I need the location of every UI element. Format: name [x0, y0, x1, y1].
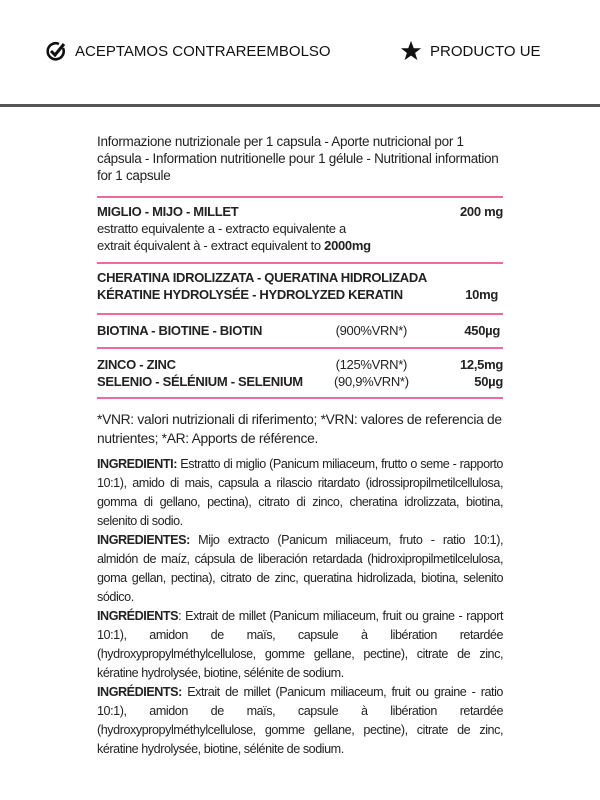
cod-label: ACEPTAMOS CONTRAREEMBOLSO — [75, 42, 331, 60]
row-amount: 450µg — [464, 323, 500, 338]
row-vrn: (900%VRN*) — [335, 323, 407, 338]
row-name: MIGLIO - MIJO - MILLET — [97, 204, 239, 219]
row-name: KÉRATINE HYDROLYSÉE - HYDROLYZED KERATIN — [97, 287, 403, 302]
row-name: SELENIO - SÉLÉNIUM - SELENIUM — [97, 374, 303, 389]
row-sub: extrait équivalent à - extract equivalent to — [97, 238, 325, 253]
check-circle-icon — [45, 40, 67, 62]
ingredients-text: Extrait de millet (Panicum miliaceum, fruit ou graine - ratio 10:1), amidon de maïs, capsule à libération retardée (hydroxypropylméthylcellulose, gomme gellane, pectine), citrate de zinc, kératine hydrolysée, biotine, sélénite de sodium. — [97, 685, 503, 756]
nutrition-intro: Informazione nutrizionale per 1 capsula - Aporte nutricional por 1 cápsula - Information nutritionelle pour 1 gélule - Nutritional information for 1 capsule — [97, 134, 499, 183]
ingredients-fr — [97, 607, 503, 683]
row-name: CHERATINA IDROLIZZATA - QUERATINA HIDROLIZADA — [97, 270, 427, 285]
ingredients-title: INGRÉDIENTS: — [97, 685, 182, 699]
ingredients-title: INGREDIENTES: — [97, 533, 190, 547]
row-keratin — [97, 269, 503, 309]
ingredients-text: Mijo extracto (Panicum miliaceum, fruto - ratio 10:1), almidón de maíz, cápsula de liberación retardada (hidroxipropilmetilcelulosa, goma gellan, pectina), citrato de zinc, queratina hidrolizada, biotina, selenito sódico. — [97, 533, 503, 604]
divider — [97, 347, 503, 349]
ingredients-es — [97, 531, 503, 607]
row-vrn: (125%VRN*) — [335, 357, 407, 372]
eu-label: PRODUCTO UE — [430, 42, 541, 60]
footnote: *VNR: valori nutrizionali di riferimento; *VRN: valores de referencia de nutrientes; *AR: Apports de référence. — [97, 412, 502, 446]
ingredients-fr-2 — [97, 683, 503, 759]
header-bar — [0, 0, 600, 107]
row-millet — [97, 203, 503, 258]
eu-badge — [400, 40, 541, 62]
row-amount: 12,5mg — [459, 357, 503, 372]
row-amount: 50µg — [474, 374, 503, 389]
divider — [97, 196, 503, 198]
divider — [97, 262, 503, 264]
divider — [97, 313, 503, 315]
row-biotin — [97, 322, 503, 342]
ingredients-text: : Extrait de millet (Panicum miliaceum, fruit ou graine - rapport 10:1), amidon de maïs, capsule à libération retardée (hydroxypropylméthylcellulose, gomme gellane, pectine), citrate de zinc, kératine hydrolysée, biotine, sélénite de sodium. — [97, 609, 503, 680]
row-zinc-selenium — [97, 356, 503, 392]
ingredients-it — [97, 455, 503, 531]
row-amount: 200 mg — [459, 204, 503, 219]
cod-badge — [45, 40, 331, 62]
ingredients-text: Estratto di miglio (Panicum miliaceum, frutto o seme - rapporto 10:1), amido di mais, capsula a rilascio ritardato (idrossipropilmetilcellulosa, gomma di gellano, pectina), citrato di zinco, cheratina idrolizzata, biotina, selenito di sodio. — [97, 457, 503, 528]
row-sub-amount: 2000mg — [324, 238, 371, 253]
row-vrn: (90,9%VRN*) — [334, 374, 409, 389]
row-sub: estratto equivalente a - extracto equivalente a — [97, 221, 346, 236]
divider — [97, 397, 503, 399]
ingredients-title: INGREDIENTI: — [97, 457, 177, 471]
ingredients-title: INGRÉDIENTS — [97, 609, 179, 623]
ingredients — [97, 455, 503, 759]
row-name: BIOTINA - BIOTINE - BIOTIN — [97, 323, 263, 338]
row-name: ZINCO - ZINC — [97, 357, 176, 372]
star-icon — [400, 40, 422, 62]
row-amount: 10mg — [465, 287, 498, 302]
